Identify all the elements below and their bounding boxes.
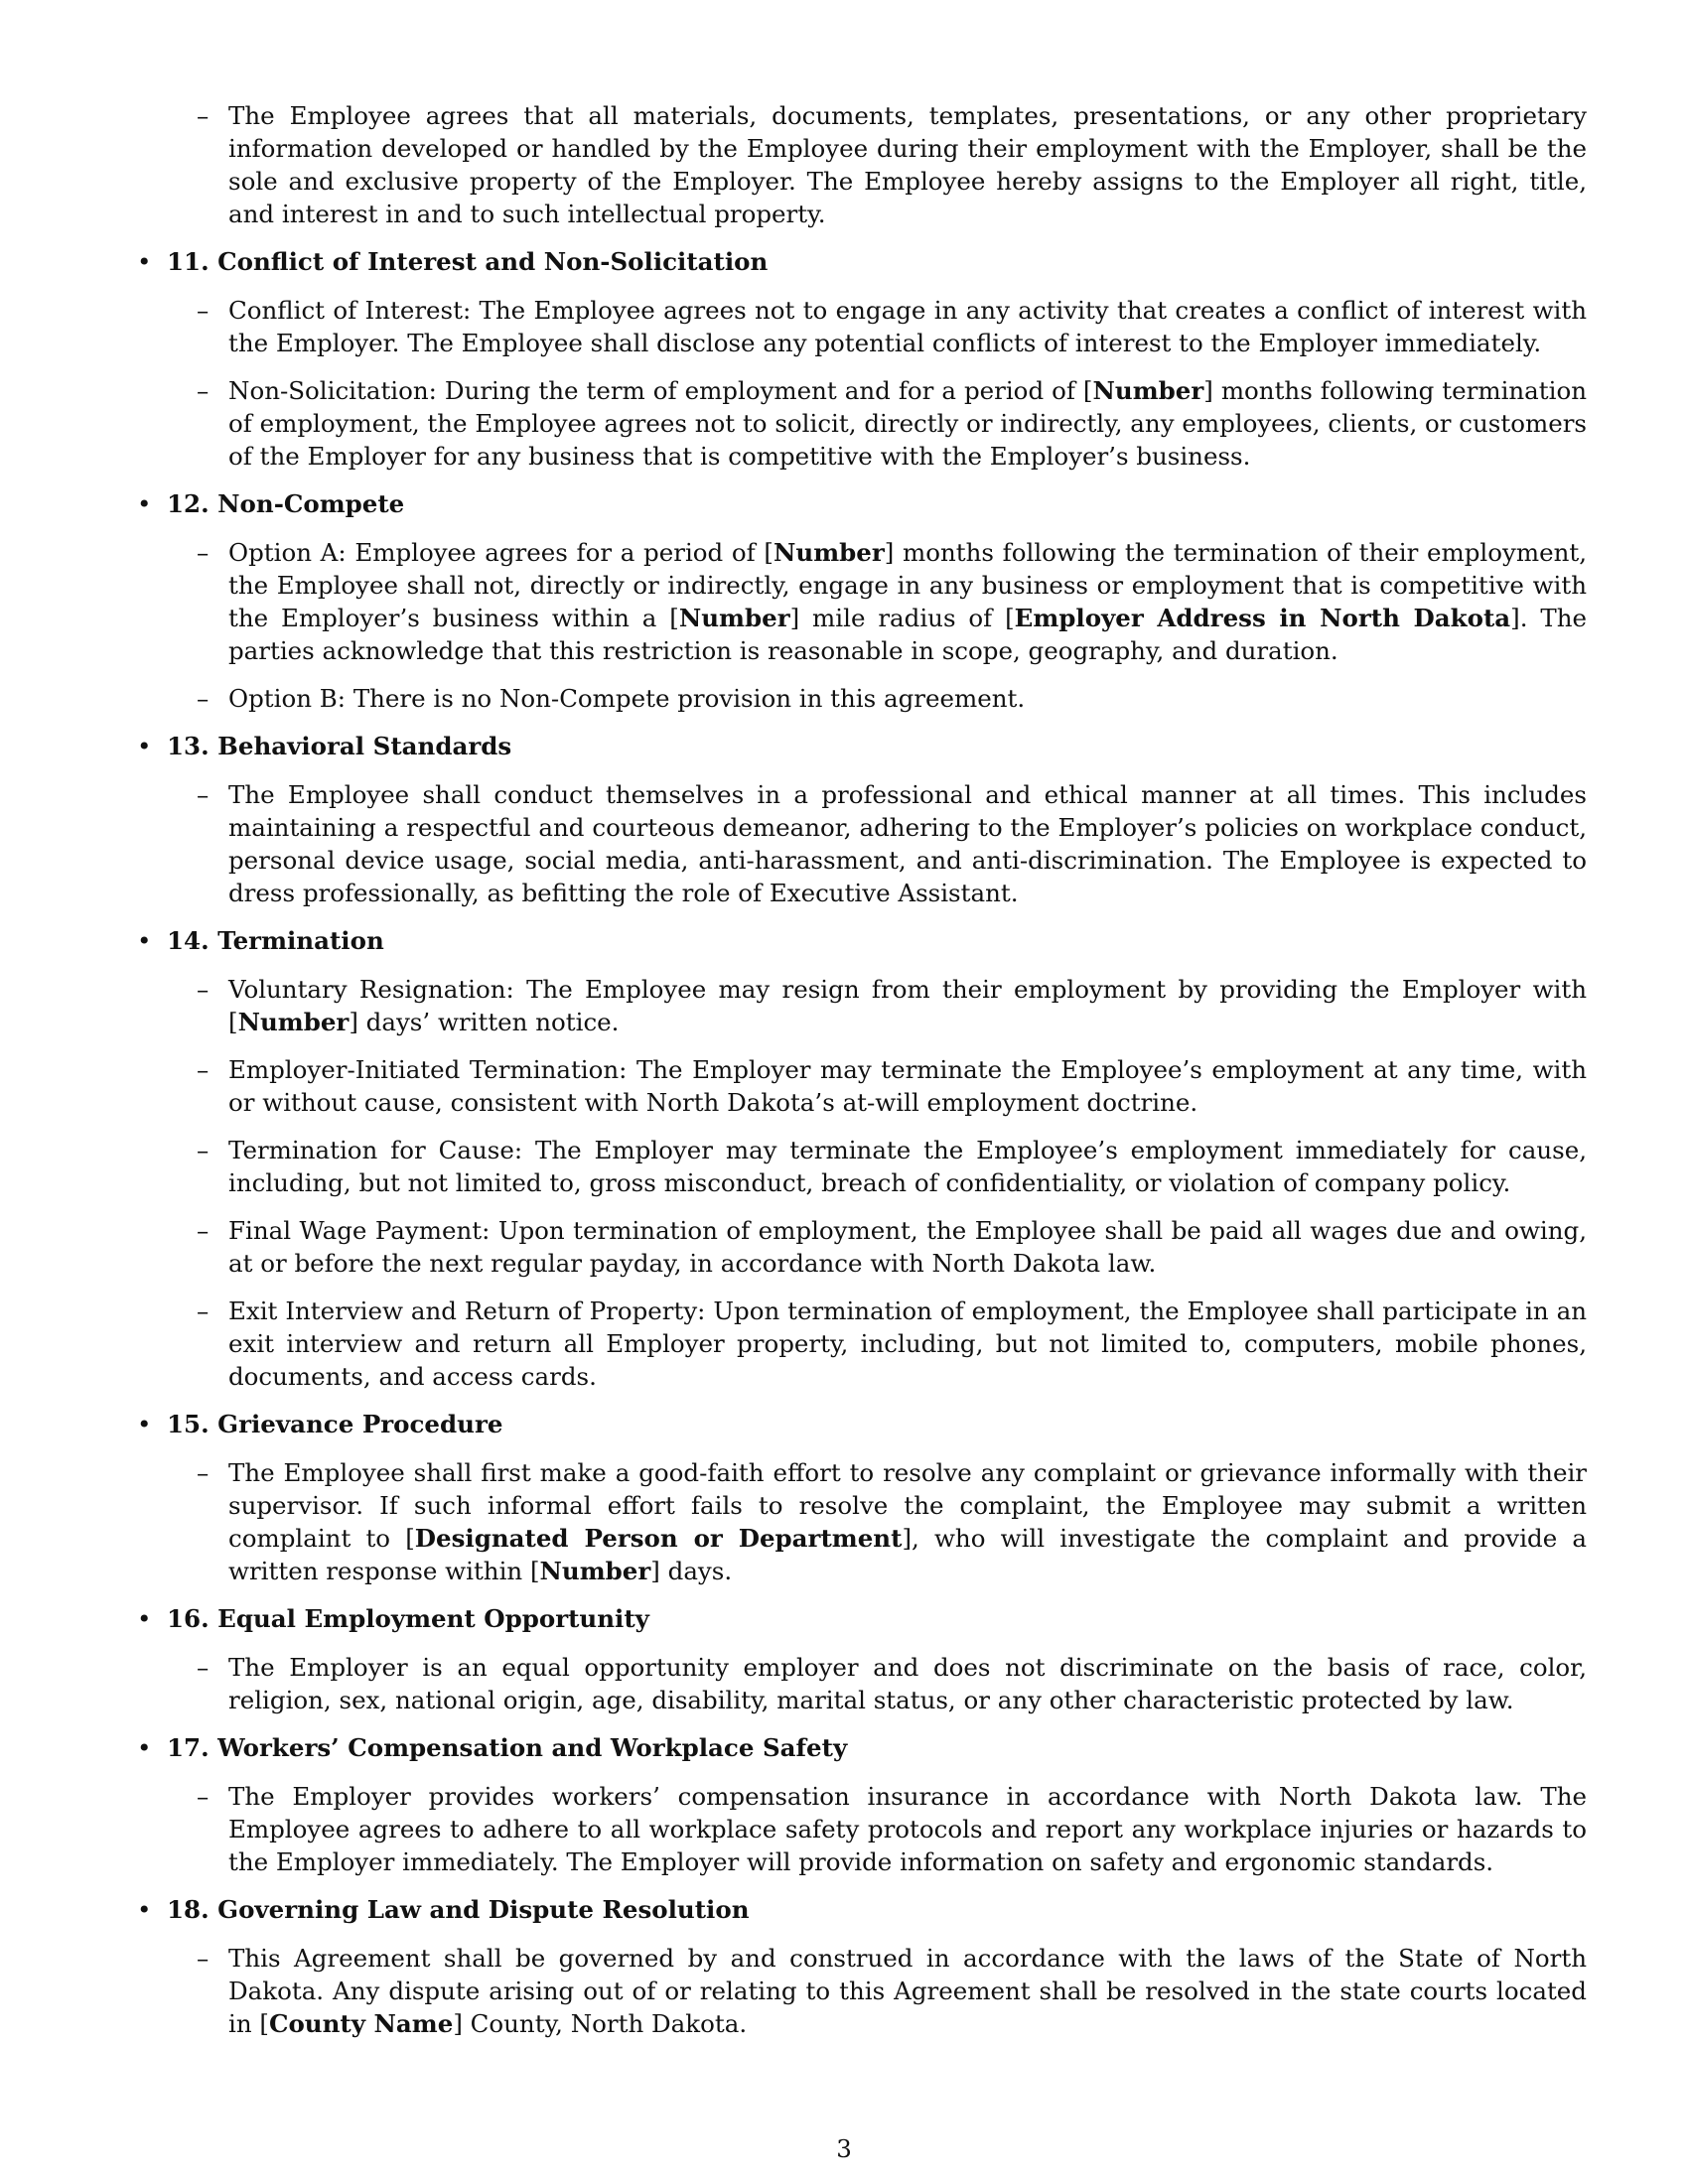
dash-marker: – — [197, 1216, 210, 1245]
section-heading — [137, 487, 1587, 520]
clause-text: Voluntary Resignation: The Employee may resign from their employment by providing the Employer with [Number] days’ written notice. — [228, 975, 1587, 1036]
section-heading-text: 13. Behavioral Standards — [167, 732, 512, 760]
dash-marker: – — [197, 538, 210, 567]
section — [137, 924, 1587, 1393]
dash-marker: – — [197, 1055, 210, 1084]
clause-text: The Employee shall conduct themselves in a professional and ethical manner at all times. This includes maintaining a respectful and courteous demeanor, adhering to the Employer’s policies on workplace conduct, personal device usage, social media, anti-harassment, and anti-discrimination. The Employee is expected to dress professionally, as befitting the role of Executive Assistant. — [228, 780, 1587, 907]
dash-marker: – — [197, 296, 210, 325]
intro-section — [137, 99, 1587, 230]
clause-list — [197, 294, 1587, 473]
clause-list — [197, 973, 1587, 1393]
clause-list — [197, 1456, 1587, 1587]
clause-text: Option B: There is no Non-Compete provision in this agreement. — [228, 684, 1026, 713]
clause-item — [197, 1780, 1587, 1878]
section-heading — [137, 730, 1587, 762]
dash-marker: – — [197, 1653, 210, 1682]
clause-list — [197, 1942, 1587, 2040]
clause-text: Employer-Initiated Termination: The Employer may terminate the Employee’s employment at any time, with or without cause, consistent with North Dakota’s at-will employment doctrine. — [228, 1055, 1587, 1117]
section-heading — [137, 924, 1587, 957]
clause-text: Exit Interview and Return of Property: Upon termination of employment, the Employee shall participate in an exit interview and return all Employer property, including, but not limited to, computers, mobile phones, documents, and access cards. — [228, 1297, 1587, 1391]
clause-item — [197, 1651, 1587, 1716]
section — [137, 487, 1587, 715]
clause-item — [197, 1053, 1587, 1119]
section — [137, 1731, 1587, 1878]
page-number: 3 — [836, 2134, 852, 2163]
clause-item — [197, 1134, 1587, 1199]
section-heading — [137, 1408, 1587, 1440]
bullet-marker: • — [137, 732, 152, 760]
section-heading-text: 14. Termination — [167, 926, 384, 955]
section — [137, 1893, 1587, 2040]
section — [137, 1602, 1587, 1716]
section-heading — [137, 1731, 1587, 1764]
clause-text: Conflict of Interest: The Employee agrees not to engage in any activity that creates a conflict of interest with the Employer. The Employee shall disclose any potential conflicts of interest to the Employer immediately. — [228, 296, 1587, 357]
dash-marker: – — [197, 376, 210, 405]
clause-item — [197, 1214, 1587, 1280]
clause-text: The Employer is an equal opportunity employer and does not discriminate on the basis of race, color, religion, sex, national origin, age, disability, marital status, or any other characteristic protected by law. — [228, 1653, 1587, 1714]
section — [137, 1408, 1587, 1587]
clause-item — [197, 99, 1587, 230]
clause-item — [197, 1456, 1587, 1587]
clause-text: Non-Solicitation: During the term of employment and for a period of [Number] months following termination of employment, the Employee agrees not to solicit, directly or indirectly, any employees, clients, or customers of the Employer for any business that is competitive with the Employer’s business. — [228, 376, 1588, 471]
section-heading-text: 18. Governing Law and Dispute Resolution — [167, 1895, 750, 1924]
clause-item — [197, 973, 1587, 1038]
bullet-marker: • — [137, 1895, 152, 1924]
sections-list — [137, 245, 1587, 2040]
section-heading-text: 15. Grievance Procedure — [167, 1410, 503, 1438]
dash-marker: – — [197, 1297, 210, 1325]
section-heading-text: 16. Equal Employment Opportunity — [167, 1604, 649, 1633]
clause-text: Termination for Cause: The Employer may terminate the Employee’s employment immediately for cause, including, but not limited to, gross misconduct, breach of confidentiality, or violation of company policy. — [228, 1136, 1587, 1197]
clause-list — [197, 536, 1587, 715]
section-heading — [137, 1602, 1587, 1635]
dash-marker: – — [197, 975, 210, 1004]
section — [137, 730, 1587, 909]
dash-marker: – — [197, 1782, 210, 1811]
clause-list — [197, 1651, 1587, 1716]
clause-text: Final Wage Payment: Upon termination of employment, the Employee shall be paid all wages due and owing, at or before the next regular payday, in accordance with North Dakota law. — [228, 1216, 1587, 1278]
clause-item — [197, 1295, 1587, 1393]
clause-text: This Agreement shall be governed by and construed in accordance with the laws of the State of North Dakota. Any dispute arising out of or relating to this Agreement shall be resolved in the state courts located in [County Name] County, North Dakota. — [228, 1944, 1587, 2038]
clause-item — [197, 294, 1587, 359]
dash-marker: – — [197, 101, 210, 130]
dash-marker: – — [197, 1458, 210, 1487]
bullet-marker: • — [137, 1604, 152, 1633]
section-heading-text: 11. Conflict of Interest and Non-Solicitation — [167, 247, 769, 276]
clause-list — [197, 778, 1587, 909]
bullet-marker: • — [137, 247, 152, 276]
section-heading-text: 12. Non-Compete — [167, 489, 405, 518]
dash-marker: – — [197, 780, 210, 809]
bullet-marker: • — [137, 1410, 152, 1438]
bullet-marker: • — [137, 489, 152, 518]
dash-marker: – — [197, 1944, 210, 1973]
section-heading — [137, 245, 1587, 278]
section-heading — [137, 1893, 1587, 1926]
clause-item — [197, 1942, 1587, 2040]
section-heading-text: 17. Workers’ Compensation and Workplace Safety — [167, 1733, 848, 1762]
section — [137, 245, 1587, 473]
bullet-marker: • — [137, 926, 152, 955]
clause-text: The Employer provides workers’ compensation insurance in accordance with North Dakota law. The Employee agrees to adhere to all workplace safety protocols and report any workplace injuries or hazards to the Employer immediately. The Employer will provide information on safety and ergonomic standards. — [228, 1782, 1587, 1876]
clause-list — [197, 1780, 1587, 1878]
clause-text: The Employee agrees that all materials, documents, templates, presentations, or any other proprietary information developed or handled by the Employee during their employment with the Employer, shall be the sole and exclusive property of the Employer. The Employee hereby assigns to the Employer all right, title, and interest in and to such intellectual property. — [228, 101, 1587, 228]
clause-item — [197, 682, 1587, 715]
clause-item — [197, 374, 1587, 473]
intro-items — [197, 99, 1587, 230]
clause-item — [197, 536, 1587, 667]
clause-text: Option A: Employee agrees for a period of [Number] months following the termination of their employment, the Employee shall not, directly or indirectly, engage in any business or employment that is competitive with the Employer’s business within a [Number] mile radius of [Employer Address in North Dakota]. The parties acknowledge that this restriction is reasonable in scope, geography, and duration. — [228, 538, 1588, 665]
dash-marker: – — [197, 1136, 210, 1164]
clause-text: The Employee shall first make a good-faith effort to resolve any complaint or grievance informally with their supervisor. If such informal effort fails to resolve the complaint, the Employee may submit a written complaint to [Designated Person or Department], who will investigate the complaint and provide a written response within [Number] days. — [228, 1458, 1587, 1585]
bullet-marker: • — [137, 1733, 152, 1762]
clause-item — [197, 778, 1587, 909]
document-body — [137, 99, 1587, 2055]
dash-marker: – — [197, 684, 210, 713]
